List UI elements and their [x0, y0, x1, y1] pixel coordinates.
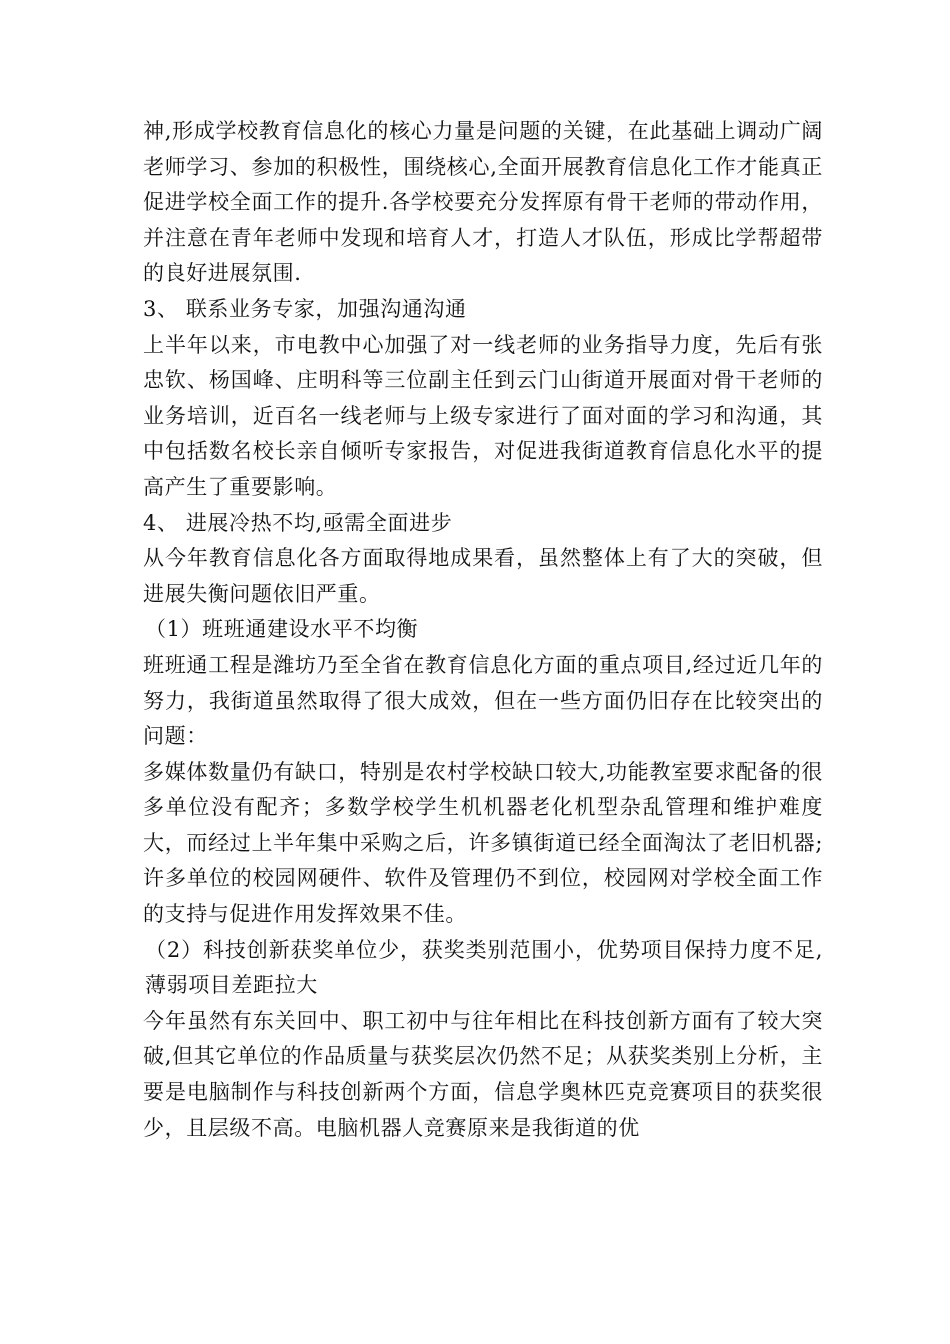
paragraph-expert-training: 上半年以来，市电教中心加强了对一线老师的业务指导力度，先后有张忠钦、杨国峰、庄明科等三位副主任到云门山街道开展面对骨干老师的业务培训，近百名一线老师与上级专家进行了面对面的学习和沟通，其中包括数名校长亲自倾听专家报告，对促进我街道教育信息化水平的提高产生了重要影响。	[143, 332, 823, 499]
subheading-1: （1）班班通建设水平不均衡	[145, 617, 419, 642]
paragraph-multimedia: 多媒体数量仍有缺口，特别是农村学校缺口较大,功能教室要求配备的很多单位没有配齐；多数学校学生机机器老化机型杂乱管理和维护难度大，而经过上半年集中采购之后，许多镇街道已经全面淘汰了老旧机器;许多单位的校园网硬件、软件及管理仍不到位，校园网对学校全面工作的支持与促进作用发挥效果不佳。	[143, 759, 823, 927]
paragraph-core-team: 神,形成学校教育信息化的核心力量是问题的关键，在此基础上调动广阔老师学习、参加的积极性，围绕核心,全面开展教育信息化工作才能真正促进学校全面工作的提升.各学校要充分发挥原有骨干老师的带动作用，并注意在青年老师中发现和培育人才，打造人才队伍，形成比学帮超带的良好进展氛围.	[143, 119, 823, 286]
heading-section-4: 4、 进展冷热不均,亟需全面进步	[143, 510, 453, 535]
document-body	[143, 114, 823, 1146]
heading-section-3: 3、 联系业务专家，加强沟通沟通	[143, 296, 467, 321]
paragraph-imbalance: 从今年教育信息化各方面取得地成果看，虽然整体上有了大的突破，但进展失衡问题依旧严重。	[143, 546, 823, 606]
paragraph-innovation: 今年虽然有东关回中、职工初中与往年相比在科技创新方面有了较大突破,但其它单位的作品质量与获奖层次仍然不足；从获奖类别上分析，主要是电脑制作与科技创新两个方面，信息学奥林匹克竞赛项目的获奖很少，且层级不高。电脑机器人竞赛原来是我街道的优	[143, 1008, 823, 1140]
paragraph-banbantong: 班班通工程是潍坊乃至全省在教育信息化方面的重点项目,经过近几年的努力，我街道虽然取得了很大成效，但在一些方面仍旧存在比较突出的问题：	[143, 652, 823, 749]
subheading-2: （2）科技创新获奖单位少，获奖类别范围小，优势项目保持力度不足,薄弱项目差距拉大	[145, 937, 823, 998]
